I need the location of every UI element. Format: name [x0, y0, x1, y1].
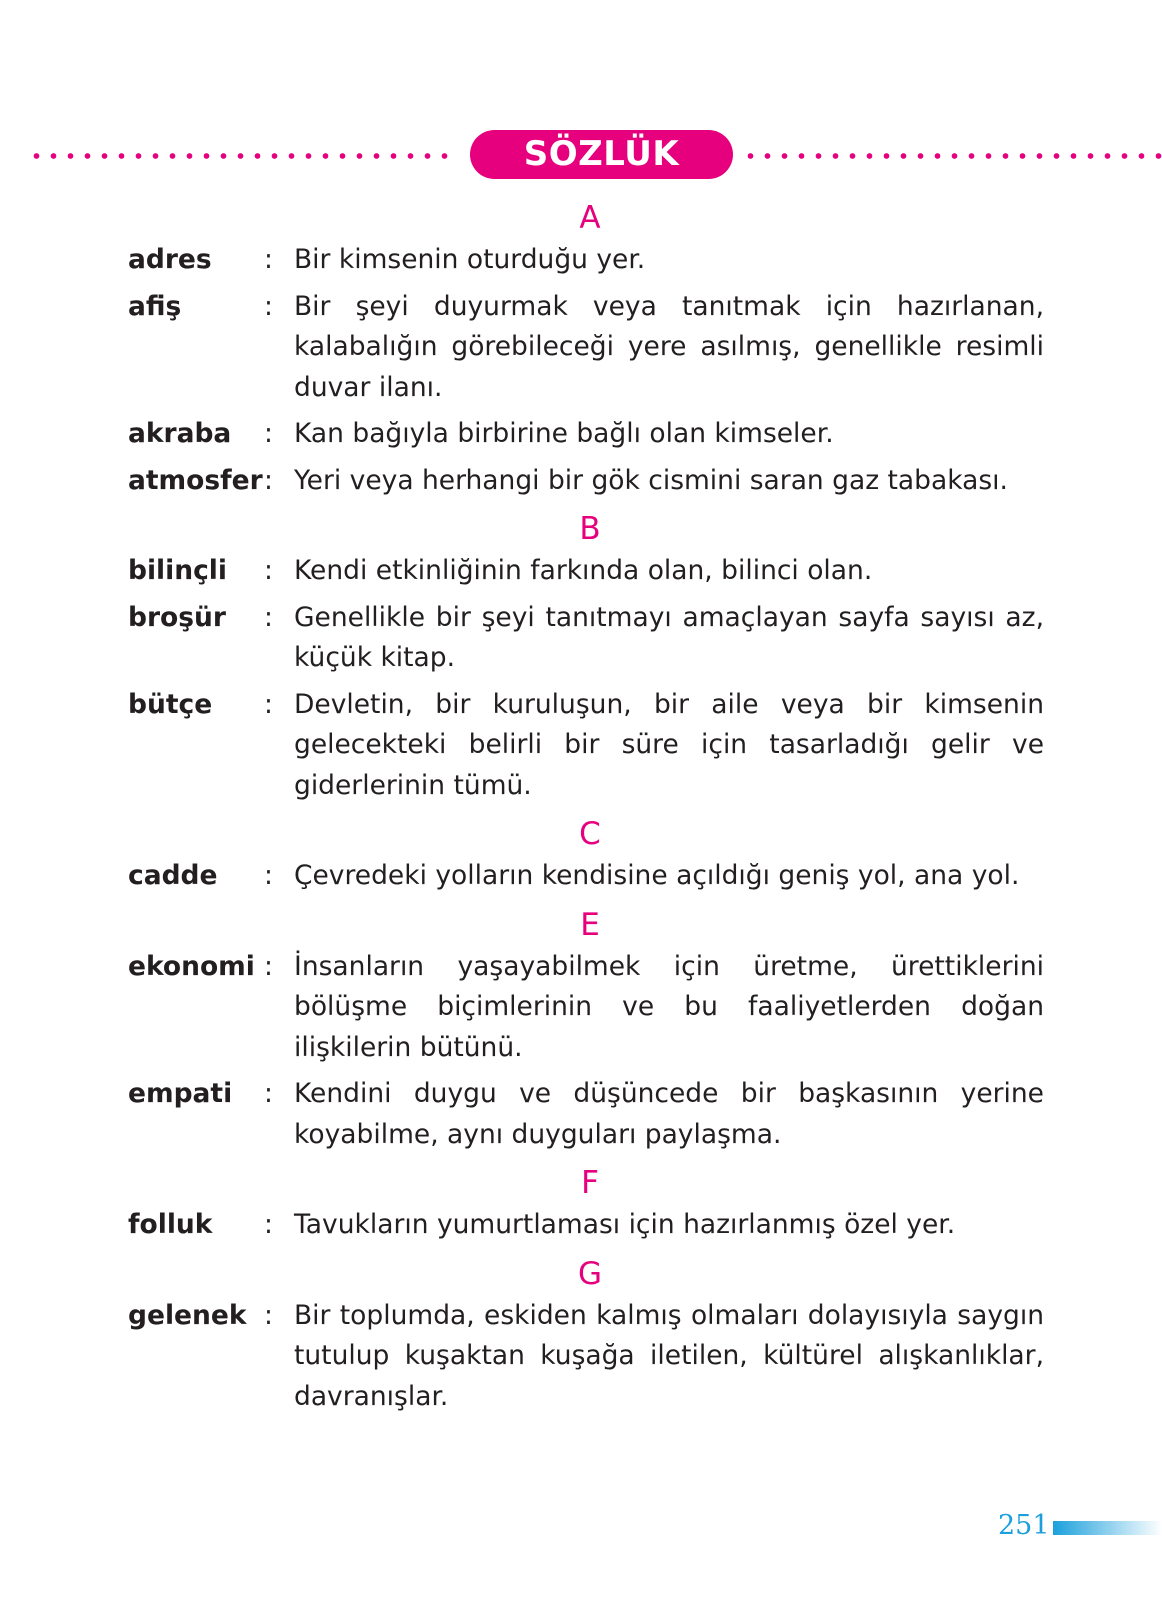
entry-definition: Tavukların yumurtlaması için hazırlanmış özel yer. — [294, 1209, 956, 1240]
section-letter: B — [579, 511, 601, 547]
entry-term: broşür — [128, 601, 226, 633]
entry-term: empati — [128, 1078, 233, 1109]
glossary-entry — [128, 856, 1044, 897]
entry-definition: Devletin, bir kuruluşun, bir aile veya bir kimsenin gelecekteki belirli bir süre için tasarladığı gelir ve giderlerinin tümü. — [294, 688, 1044, 801]
entry-colon: : — [264, 1209, 273, 1240]
entry-colon: : — [264, 418, 273, 449]
glossary-entry — [128, 551, 1044, 592]
entry-term: cadde — [128, 860, 218, 891]
glossary-entry — [128, 598, 1044, 679]
entry-colon: : — [264, 464, 273, 496]
entry-definition: Kan bağıyla birbirine bağlı olan kimseler. — [294, 418, 834, 449]
glossary-entry — [128, 1205, 1044, 1246]
dotted-rule-right — [742, 152, 1162, 160]
entry-colon: : — [264, 601, 273, 633]
section-letter: F — [581, 1165, 599, 1201]
entry-colon: : — [264, 860, 273, 891]
entry-term: atmosfer — [128, 464, 263, 496]
entry-colon: : — [264, 555, 273, 586]
entry-term: ekonomi — [128, 950, 255, 982]
entry-definition: Çevredeki yolların kendisine açıldığı geniş yol, ana yol. — [294, 860, 1020, 891]
entry-colon: : — [264, 688, 273, 720]
glossary — [128, 196, 1044, 1423]
entry-term: bütçe — [128, 688, 213, 720]
entry-colon: : — [264, 950, 273, 982]
section-letter: E — [580, 906, 600, 943]
page-number: 251 — [998, 1510, 1050, 1541]
entry-definition: Yeri veya herhangi bir gök cismini saran gaz tabakası. — [294, 464, 1008, 496]
entry-definition: İnsanların yaşayabilmek için üretme, ürettiklerini bölüşme biçimlerinin ve bu faaliyetlerden doğan ilişkilerin bütünü. — [294, 950, 1044, 1063]
page-title: SÖZLÜK — [470, 130, 733, 179]
glossary-entry — [128, 461, 1044, 502]
entry-colon: : — [264, 1299, 273, 1331]
section-letter: A — [579, 200, 601, 236]
entry-term: afiş — [128, 290, 182, 322]
glossary-entry — [128, 1296, 1044, 1418]
entry-term: gelenek — [128, 1299, 247, 1331]
entry-colon: : — [264, 1078, 273, 1109]
entry-definition: Bir toplumda, eskiden kalmış olmaları dolayısıyla saygın tutulup kuşaktan kuşağa iletilen, kültürel alışkanlıklar, davranışlar. — [294, 1299, 1044, 1412]
dotted-rule-left — [28, 152, 458, 160]
entry-definition: Kendini duygu ve düşüncede bir başkasının yerine koyabilme, aynı duyguları paylaşma. — [294, 1078, 1044, 1150]
glossary-entry — [128, 414, 1044, 455]
entry-colon: : — [264, 244, 273, 275]
page-number-bar — [1053, 1521, 1162, 1535]
glossary-entry — [128, 685, 1044, 807]
entry-term: akraba — [128, 418, 232, 449]
section-letter: G — [577, 1255, 603, 1292]
entry-colon: : — [264, 290, 273, 322]
glossary-entry — [128, 1074, 1044, 1155]
glossary-entry — [128, 287, 1044, 409]
entry-term: adres — [128, 244, 212, 275]
glossary-entry — [128, 947, 1044, 1069]
entry-definition: Bir şeyi duyurmak veya tanıtmak için hazırlanan, kalabalığın görebileceği yere asılmış, genellikle resimli duvar ilanı. — [294, 290, 1044, 403]
entry-definition: Kendi etkinliğinin farkında olan, bilinci olan. — [294, 555, 873, 586]
entry-definition: Genellikle bir şeyi tanıtmayı amaçlayan sayfa sayısı az, küçük kitap. — [294, 601, 1044, 673]
entry-definition: Bir kimsenin oturduğu yer. — [294, 244, 646, 275]
glossary-entry — [128, 240, 1044, 281]
entry-term: bilinçli — [128, 555, 227, 586]
section-letter: C — [579, 816, 601, 852]
entry-term: folluk — [128, 1209, 213, 1240]
